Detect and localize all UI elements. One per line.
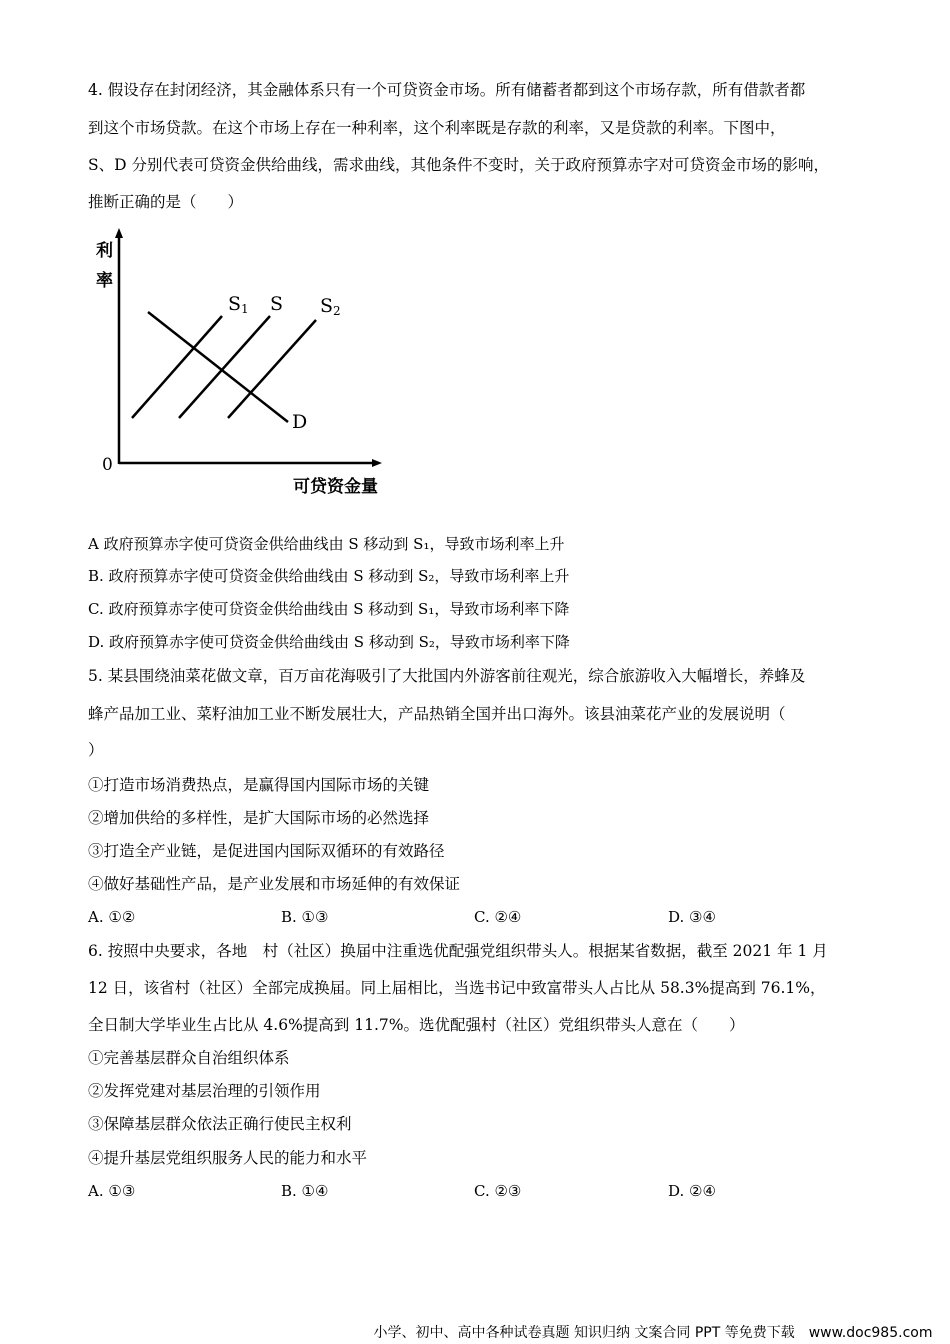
demand-curve-d bbox=[148, 312, 288, 422]
label-s: S bbox=[270, 293, 284, 315]
q5-line-2: 蜂产品加工业、菜籽油加工业不断发展壮大，产品热销全国并出口海外。该县油菜花产业的发展说明（ bbox=[88, 705, 786, 723]
q5-statement-2: ②增加供给的多样性，是扩大国际市场的必然选择 bbox=[88, 809, 430, 827]
label-d: D bbox=[292, 411, 308, 433]
q4-option-a[interactable]: A 政府预算赤字使可贷资金供给曲线由 S 移动到 S₁，导致市场利率上升 bbox=[88, 535, 565, 553]
q6-option-a[interactable]: A. ①③ bbox=[88, 1182, 136, 1200]
q4-option-b[interactable]: B. 政府预算赤字使可贷资金供给曲线由 S 移动到 S₂，导致市场利率上升 bbox=[88, 567, 570, 585]
q5-option-b[interactable]: B. ①③ bbox=[281, 908, 329, 926]
label-s1: S1 bbox=[228, 293, 249, 316]
loanable-funds-chart bbox=[88, 226, 388, 502]
q5-line-1: 5. 某县围绕油菜花做文章，百万亩花海吸引了大批国内外游客前往观光，综合旅游收入大幅增长，养蜂及 bbox=[88, 667, 806, 685]
q6-line-1: 6. 按照中央要求，各地 村（社区）换届中注重选优配强党组织带头人。根据某省数据，截至 2021 年 1 月 bbox=[88, 942, 828, 960]
x-axis-arrow bbox=[372, 459, 382, 467]
q4-option-d[interactable]: D. 政府预算赤字使可贷资金供给曲线由 S 移动到 S₂，导致市场利率下降 bbox=[88, 633, 570, 651]
q6-statement-3: ③保障基层群众依法正确行使民主权利 bbox=[88, 1115, 352, 1133]
q4-line-1: 4. 假设存在封闭经济，其金融体系只有一个可贷资金市场。所有储蓄者都到这个市场存款，所有借款者都 bbox=[88, 81, 806, 99]
q5-statement-1: ①打造市场消费热点，是赢得国内国际市场的关键 bbox=[88, 776, 430, 794]
q5-line-3: ） bbox=[88, 741, 104, 759]
q6-option-b[interactable]: B. ①④ bbox=[281, 1182, 329, 1200]
origin-label: 0 bbox=[102, 455, 113, 475]
q4-line-3: S、D 分别代表可贷资金供给曲线，需求曲线，其他条件不变时，关于政府预算赤字对可贷资金市场的影响， bbox=[88, 156, 829, 174]
q6-line-2: 12 日，该省村（社区）全部完成换届。同上届相比，当选书记中致富带头人占比从 58.3%提高到 76.1%， bbox=[88, 979, 826, 997]
q4-line-4: 推断正确的是（ ） bbox=[88, 193, 244, 211]
footer-text[interactable]: 小学、初中、高中各种试卷真题 知识归纳 文案合同 PPT 等免费下载 www.doc985.com bbox=[373, 1325, 933, 1341]
q6-option-d[interactable]: D. ②④ bbox=[668, 1182, 716, 1200]
supply-curve-s1 bbox=[132, 316, 222, 418]
q6-line-3: 全日制大学毕业生占比从 4.6%提高到 11.7%。选优配强村（社区）党组织带头人意在（ ） bbox=[88, 1016, 745, 1034]
q5-statement-3: ③打造全产业链，是促进国内国际双循环的有效路径 bbox=[88, 842, 445, 860]
page-footer bbox=[0, 1322, 950, 1342]
q6-statement-1: ①完善基层群众自治组织体系 bbox=[88, 1049, 290, 1067]
q6-statement-2: ②发挥党建对基层治理的引领作用 bbox=[88, 1082, 321, 1100]
q6-statement-4: ④提升基层党组织服务人民的能力和水平 bbox=[88, 1149, 368, 1167]
q5-statement-4: ④做好基础性产品，是产业发展和市场延伸的有效保证 bbox=[88, 875, 461, 893]
q5-option-d[interactable]: D. ③④ bbox=[668, 908, 716, 926]
label-s2: S2 bbox=[320, 295, 341, 318]
q5-option-a[interactable]: A. ①② bbox=[88, 908, 136, 926]
q5-option-c[interactable]: C. ②④ bbox=[474, 908, 522, 926]
y-axis-label-2: 率 bbox=[96, 271, 113, 291]
q4-line-2: 到这个市场贷款。在这个市场上存在一种利率，这个利率既是存款的利率，又是贷款的利率。下图中， bbox=[88, 119, 786, 137]
q6-option-c[interactable]: C. ②③ bbox=[474, 1182, 522, 1200]
q4-option-c[interactable]: C. 政府预算赤字使可贷资金供给曲线由 S 移动到 S₁，导致市场利率下降 bbox=[88, 600, 570, 618]
y-axis-label-1: 利 bbox=[96, 241, 113, 261]
x-axis-label: 可贷资金量 bbox=[293, 477, 378, 497]
supply-curve-s bbox=[179, 316, 270, 418]
supply-curve-s2 bbox=[228, 320, 316, 418]
y-axis-arrow bbox=[115, 228, 123, 238]
